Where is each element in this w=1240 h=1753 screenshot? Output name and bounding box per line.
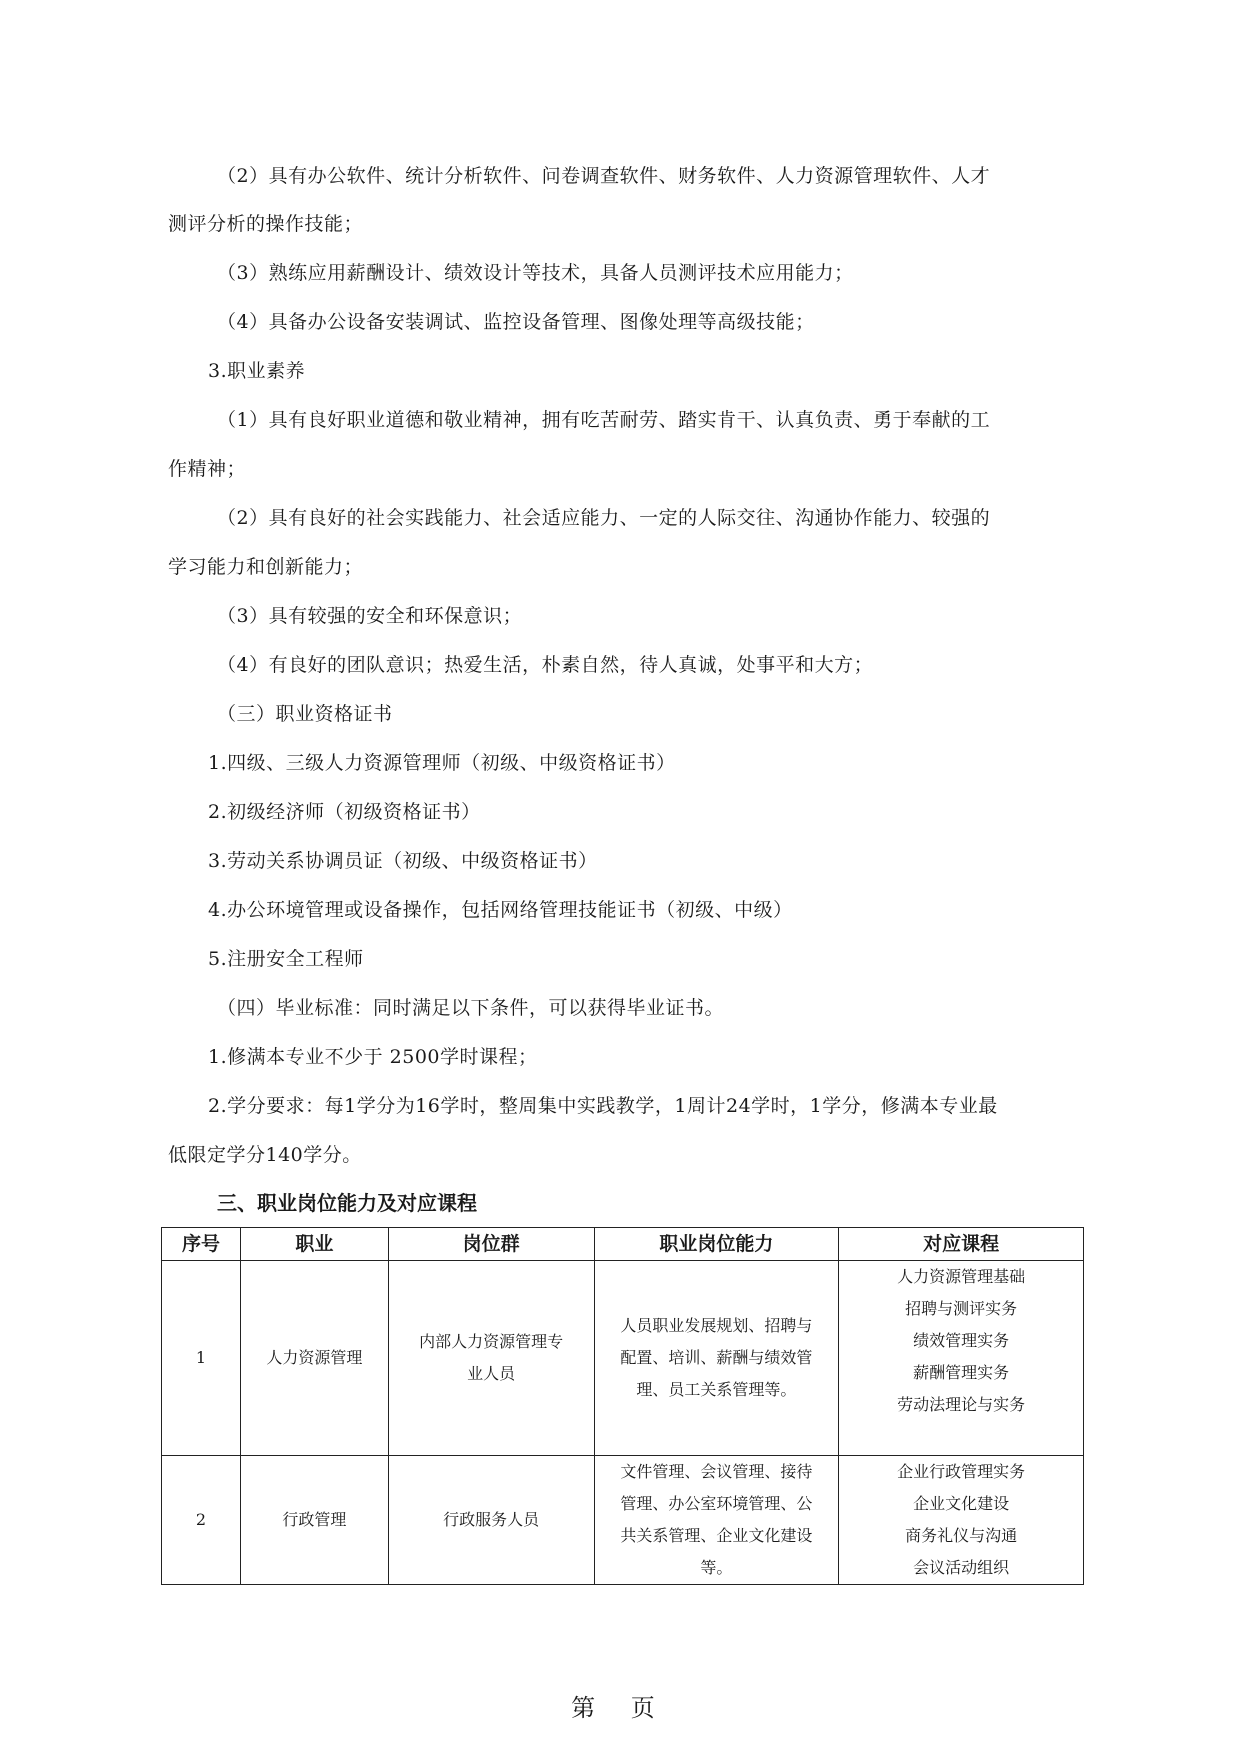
subsection-title: 3.职业素养: [208, 360, 306, 382]
header-courses: 对应课程: [839, 1228, 1084, 1261]
group-line: 行政服务人员: [443, 1510, 540, 1529]
job-cell: 人力资源管理: [240, 1261, 388, 1456]
paragraph-line: （4）具备办公设备安装调试、监控设备管理、图像处理等高级技能；: [217, 311, 815, 333]
ability-line: 理、员工关系管理等。: [636, 1380, 797, 1399]
ability-cell: [594, 1456, 839, 1585]
paragraph-line: 学习能力和创新能力；: [168, 556, 364, 578]
list-item: 2.初级经济师（初级资格证书）: [208, 801, 481, 823]
courses-cell: [839, 1261, 1084, 1456]
row-number: 1: [162, 1261, 241, 1456]
course-item: 绩效管理实务: [913, 1331, 1010, 1350]
list-item: 3.劳动关系协调员证（初级、中级资格证书）: [208, 850, 598, 872]
header-job: 职业: [240, 1228, 388, 1261]
paragraph-line: （3）熟练应用薪酬设计、绩效设计等技术，具备人员测评技术应用能力；: [217, 262, 854, 284]
course-table: [161, 1227, 1084, 1585]
section-heading: 三、职业岗位能力及对应课程: [217, 1191, 477, 1215]
header-group: 岗位群: [388, 1228, 594, 1261]
list-item: 4.办公环境管理或设备操作，包括网络管理技能证书（初级、中级）: [208, 899, 793, 921]
paragraph-line: 作精神；: [168, 458, 247, 480]
header-ability: 职业岗位能力: [594, 1228, 839, 1261]
group-cell: [388, 1261, 594, 1456]
ability-line: 配置、培训、薪酬与绩效管: [620, 1348, 813, 1367]
ability-line: 文件管理、会议管理、接待: [620, 1462, 813, 1481]
course-item: 薪酬管理实务: [913, 1363, 1010, 1382]
row-number: 2: [162, 1456, 241, 1585]
courses-cell: [839, 1456, 1084, 1585]
page-footer: 第 页: [571, 1694, 669, 1722]
course-item: 劳动法理论与实务: [897, 1395, 1026, 1414]
list-item: 5.注册安全工程师: [208, 948, 364, 970]
ability-line: 管理、办公室环境管理、公: [620, 1494, 813, 1513]
course-item: 企业行政管理实务: [897, 1462, 1026, 1481]
course-item: 人力资源管理基础: [897, 1267, 1026, 1286]
paragraph-line: 低限定学分140学分。: [168, 1144, 362, 1166]
paragraph-line: （1）具有良好职业道德和敬业精神，拥有吃苦耐劳、踏实肯干、认真负责、勇于奉献的工: [217, 409, 991, 431]
subsection-title: （三）职业资格证书: [217, 703, 393, 725]
paragraph-line: 测评分析的操作技能；: [168, 213, 364, 235]
group-cell: [388, 1456, 594, 1585]
group-line: 内部人力资源管理专: [419, 1332, 564, 1351]
subsection-title: （四）毕业标准：同时满足以下条件，可以获得毕业证书。: [217, 997, 725, 1019]
job-cell: 行政管理: [240, 1456, 388, 1585]
list-item: 2.学分要求：每1学分为16学时，整周集中实践教学，1周计24学时，1学分，修满本专业最: [208, 1095, 998, 1117]
paragraph-line: （2）具有良好的社会实践能力、社会适应能力、一定的人际交往、沟通协作能力、较强的: [217, 507, 991, 529]
course-item: 企业文化建设: [913, 1494, 1010, 1513]
ability-cell: [594, 1261, 839, 1456]
list-item: 1.四级、三级人力资源管理师（初级、中级资格证书）: [208, 752, 676, 774]
group-line: 业人员: [467, 1364, 516, 1383]
paragraph-line: （3）具有较强的安全和环保意识；: [217, 605, 523, 627]
ability-line: 人员职业发展规划、招聘与: [620, 1316, 813, 1335]
course-item: 会议活动组织: [913, 1558, 1010, 1577]
table-row: [162, 1261, 1084, 1456]
table-row: [162, 1456, 1084, 1585]
ability-line: 等。: [700, 1558, 733, 1577]
course-item: 商务礼仪与沟通: [905, 1526, 1018, 1545]
course-item: 招聘与测评实务: [905, 1299, 1018, 1318]
header-no: 序号: [162, 1228, 241, 1261]
list-item: 1.修满本专业不少于 2500学时课程；: [208, 1046, 538, 1068]
table-header-row: [162, 1228, 1084, 1261]
paragraph-line: （4）有良好的团队意识；热爱生活，朴素自然，待人真诚，处事平和大方；: [217, 654, 874, 676]
ability-line: 共关系管理、企业文化建设: [620, 1526, 813, 1545]
paragraph-line: （2）具有办公软件、统计分析软件、问卷调查软件、财务软件、人力资源管理软件、人才: [217, 165, 991, 187]
